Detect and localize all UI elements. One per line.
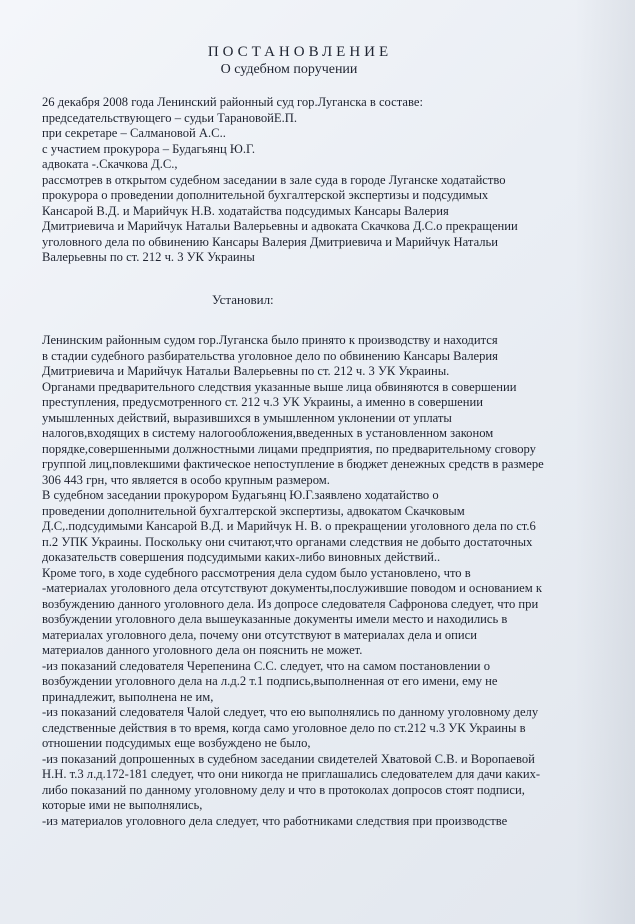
intro-line: Валерьевны по ст. 212 ч. 3 УК Украины	[42, 250, 255, 264]
body-line: Дмитриевича и Марийчук Натальи Валерьевны по ст. 212 ч. 3 УК Украины.	[42, 364, 450, 378]
body-line: группой лиц,повлекшими фактическое непоступление в бюджет денежных средств в размере	[42, 457, 544, 471]
intro-line: председательствующего – судьи ТарановойЕ.П.	[42, 110, 298, 125]
body-line: В судебном заседании прокурором Будагьянц Ю.Г.заявлено ходатайство о	[42, 488, 439, 502]
body-line: проведении дополнительной бухгалтерской экспертизы, адвокатом Скачковым	[42, 503, 465, 518]
body-line: Органами предварительного следствия указанные выше лица обвиняются в совершении	[42, 379, 517, 394]
body-line: отношении подсудимых еще возбуждено не было,	[42, 736, 311, 750]
body-line: возбуждении уголовного дела на л.д.2 т.1 подпись,выполненная от его имени, ему не	[42, 674, 498, 688]
main-text-block	[42, 333, 620, 829]
body-line: возбуждении уголовного дела вышеуказанные документы имели место и находились в	[42, 612, 508, 626]
body-line: материалов данного уголовного дела он пояснить не может.	[42, 643, 363, 657]
intro-line: 26 декабря 2008 года Ленинский районный суд гор.Луганска в составе:	[42, 95, 423, 109]
body-line: Н.Н. т.3 л.д.172-181 следует, что они никогда не приглашались следователем для дачи каких-	[42, 767, 541, 781]
document-subtitle: О судебном поручении	[220, 62, 358, 77]
body-line: либо показаний по данному уголовному делу и что в протоколах допросов стоят подписи,	[42, 782, 525, 797]
intro-line: с участием прокурора – Будагьянц Ю.Г.	[42, 141, 255, 156]
intro-line: Дмитриевича и Марийчук Натальи Валерьевны и адвоката Скачкова Д.С.о прекращении	[42, 219, 518, 233]
intro-line: адвоката -.Скачкова Д.С.,	[42, 157, 178, 171]
body-line: Ленинским районным судом гор.Луганска было принято к производству и находится	[42, 333, 498, 347]
body-line: принадлежит, выполнена не им,	[42, 689, 214, 704]
section-heading: Установил:	[212, 291, 274, 307]
body-line: в стадии судебного разбирательства уголовное дело по обвинению Кансары Валерия	[42, 348, 498, 363]
body-line: п.2 УПК Украины. Поскольку они считают,что органами следствия не добыто достаточных	[42, 534, 533, 549]
body-line: возбуждению данного уголовного дела. Из допросе следователя Сафронова следует, что при	[42, 596, 539, 611]
intro-block	[42, 95, 620, 266]
body-line: 306 443 грн, что является в особо крупным размером.	[42, 472, 330, 487]
paragraph-gap	[42, 307, 620, 333]
body-line: порядке,совершенными должностными лицами предприятия, по предварительному сговору	[42, 441, 536, 456]
body-line: доказательств совершения подсудимыми каких-либо виновных действий..	[42, 550, 441, 564]
intro-line: при секретаре – Салмановой А.С..	[42, 126, 226, 140]
body-line: преступления, предусмотренного ст. 212 ч.3 УК Украины, а именно в совершении	[42, 395, 483, 409]
intro-line: Кансарой В.Д. и Марийчук Н.В. ходатайства подсудимых Кансары Валерия	[42, 203, 449, 218]
body-line: материалах уголовного дела, почему они отсутствуют в материалах дела и описи	[42, 627, 477, 642]
paragraph-gap	[42, 266, 620, 292]
body-line: -из показаний следователя Чалой следует, что ею выполнялись по данному уголовному делу	[42, 705, 539, 719]
intro-line: прокурора о проведении дополнительной бухгалтерской экспертизы и подсудимых	[42, 188, 489, 202]
body-line: которые ими не выполнялись,	[42, 798, 203, 812]
body-line: умышленных действий, выразившихся в умышленном уклонении от уплаты	[42, 410, 452, 425]
body-line: -материалах уголовного дела отсутствуют документы,послужившие поводом и основанием к	[42, 581, 542, 595]
body-line: налогов,входящих в систему налогообложения,введенных в установленном законом	[42, 426, 494, 440]
intro-line: уголовного дела по обвинению Кансары Валерия Дмитриевича и Марийчук Натальи	[42, 234, 499, 249]
body-line: Д.С,.подсудимыми Кансарой В.Д. и Марийчук Н. В. о прекращении уголовного дела по ст.6	[42, 519, 536, 533]
body-line: -из показаний следователя Черепенина С.С. следует, что на самом постановлении о	[42, 658, 490, 673]
document-body	[42, 95, 620, 829]
body-line: -из материалов уголовного дела следует, что работниками следствия при производстве	[42, 813, 508, 828]
intro-line: рассмотрев в открытом судебном заседании в зале суда в городе Луганске ходатайство	[42, 172, 506, 187]
body-line: Кроме того, в ходе судебного рассмотрения дела судом было установлено, что в	[42, 565, 471, 580]
body-line: следственные действия в то время, когда само уголовное дело по ст.212 ч.3 УК Украины в	[42, 720, 526, 735]
document-title: ПОСТАНОВЛЕНИЕ	[207, 44, 393, 60]
body-line: -из показаний допрошенных в судебном заседании свидетелей Хватовой С.В. и Воропаевой	[42, 751, 535, 766]
